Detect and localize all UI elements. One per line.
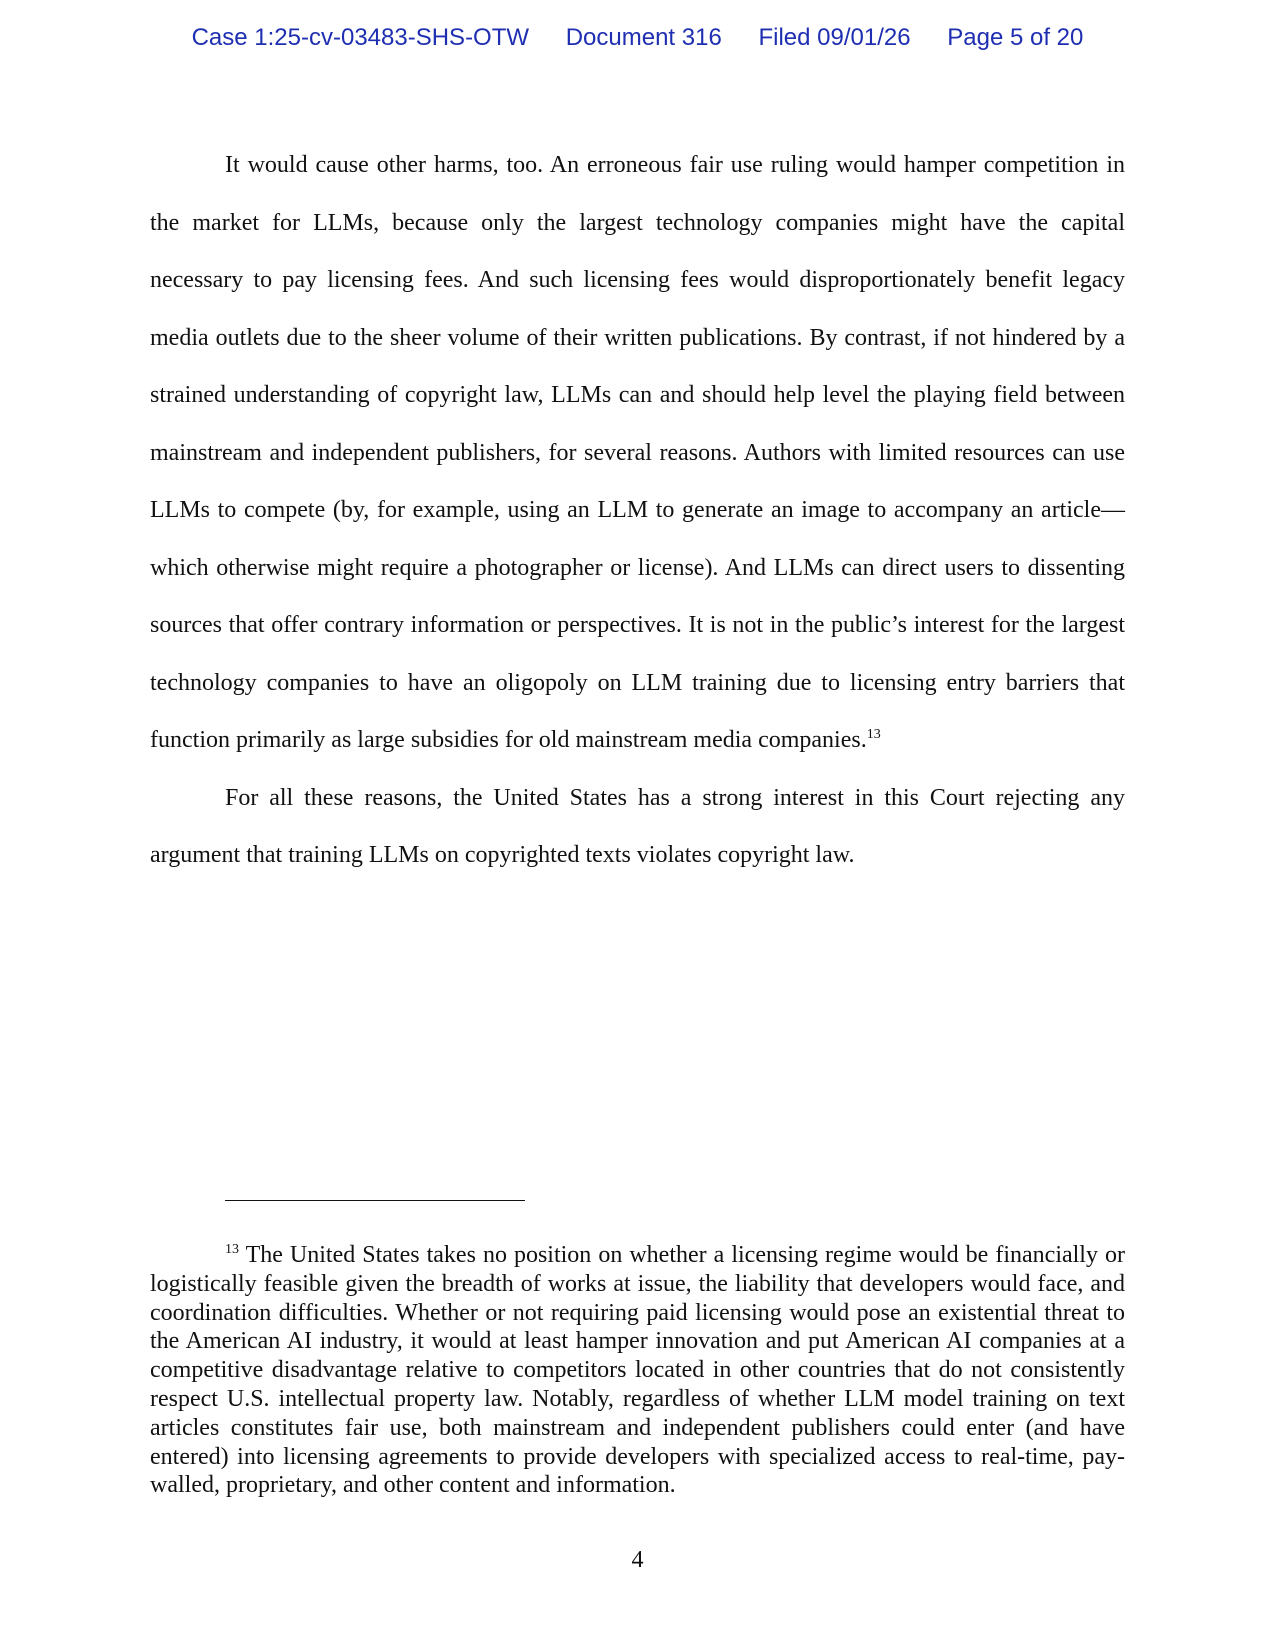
page-indicator: Page 5 of 20: [947, 24, 1084, 51]
page-number: 4: [631, 1547, 644, 1573]
case-number: Case 1:25-cv-03483-SHS-OTW: [191, 24, 530, 51]
filed-date: Filed 09/01/26: [758, 24, 911, 51]
document-number: Document 316: [565, 24, 722, 51]
footnote-paragraph: [150, 1241, 1125, 1500]
main-body: [150, 137, 1125, 885]
ecf-header: [0, 18, 1275, 58]
footnote-reference[interactable]: 13: [866, 727, 881, 742]
paragraph-harms-text: It would cause other harms, too. An erroneous fair use ruling would hamper competition in the market for LLMs, because only the largest technology companies might have the capital necessary to pay licensing fees. And such licensing fees would disproportionately benefit legacy media outlets due to the sheer volume of their written publications. By contrast, if not hindered by a strained understanding of copyright law, LLMs can and should help level the playing field between mainstream and independent publishers, for several reasons. Authors with limited resources can use LLMs to compete (by, for example, using an LLM to generate an image to accompany an article—which otherwise might require a photographer or license). And LLMs can direct users to dissenting sources that offer contrary information or perspectives. It is not in the public’s interest for the largest technology companies to have an oligopoly on LLM training due to licensing entry barriers that function primarily as large subsidies for old mainstream media companies.: [150, 152, 1125, 753]
footnote-13: [150, 1241, 1125, 1500]
footnote-separator: [225, 1200, 525, 1201]
footnote-marker: 13: [225, 1242, 239, 1257]
paragraph-harms: [150, 137, 1125, 770]
paragraph-conclusion: For all these reasons, the United States has a strong interest in this Court rejecting any argument that training LLMs on copyrighted texts violates copyright law.: [150, 784, 1125, 868]
footnote-text: The United States takes no position on whether a licensing regime would be financially or logistically feasible given the breadth of works at issue, the liability that developers would face, and coordination difficulties. Whether or not requiring paid licensing would pose an existential threat to the American AI industry, it would at least hamper innovation and put American AI companies at a competitive disadvantage relative to competitors located in other countries that do not consistently respect U.S. intellectual property law. Notably, regardless of whether LLM model training on text articles constitutes fair use, both mainstream and independent publishers could enter (and have entered) into licensing agreements to provide developers with specialized access to real-time, pay-walled, proprietary, and other content and information.: [150, 1242, 1125, 1499]
